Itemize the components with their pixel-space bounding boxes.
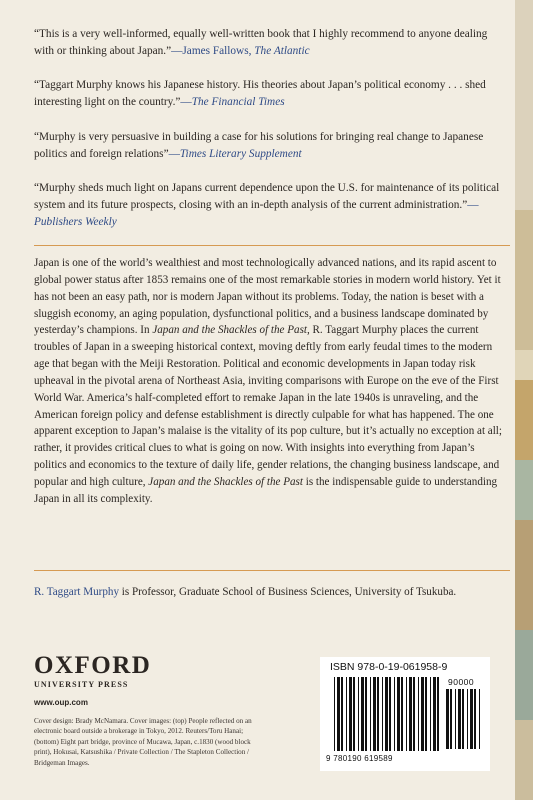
review-quote xyxy=(34,129,510,163)
barcode-bar xyxy=(474,689,476,749)
barcode-bar xyxy=(361,677,364,751)
review-source: —James Fallows, The Atlantic xyxy=(171,45,310,57)
author-bio xyxy=(34,584,510,601)
review-source: —Times Literary Supplement xyxy=(168,148,302,160)
art-band xyxy=(515,350,533,380)
cover-art-strip xyxy=(515,0,533,800)
barcode-bar xyxy=(418,677,419,751)
book-title-italic: Japan and the Shackles of the Past, xyxy=(152,324,310,337)
isbn-addon-number: 90000 xyxy=(448,677,475,687)
art-band xyxy=(515,380,533,460)
review-quote xyxy=(34,180,510,231)
review-quote xyxy=(34,26,510,60)
barcode-bar xyxy=(462,689,464,749)
barcode-bar xyxy=(437,677,439,751)
barcode-bar xyxy=(430,677,431,751)
barcode-bar xyxy=(382,677,383,751)
quote-text: “This is a very well-informed, equally well-written book that I highly recommend to anyone dealing with or thinking about Japan.” xyxy=(34,28,488,57)
barcode-bar xyxy=(421,677,424,751)
barcode-bar xyxy=(406,677,407,751)
review-source: —Publishers Weekly xyxy=(34,199,479,228)
publisher-subname: UNIVERSITY PRESS xyxy=(34,680,129,689)
book-title-italic: Japan and the Shackles of the Past xyxy=(148,475,303,488)
quote-text: “Murphy is very persuasive in building a case for his solutions for bringing real change to Japanese politics and foreign relations” xyxy=(34,131,484,160)
barcode-bar xyxy=(337,677,340,751)
art-band xyxy=(515,460,533,520)
barcode-bar xyxy=(455,689,456,749)
book-description: Japan is one of the world’s wealthiest and most technologically advanced nations, and its rapid ascent to global power status after 1853 remains one of the most remarkable stories in modern world history. Yet it has not been an easy path, nor is modern Japan without its problems. Today, the nation is beset with a sluggish economy, an aging population, dysfunctional politics, and a business landscape dominated by yesterday’s champions. In Japan and the Shackles of the Past, R. Taggart Murphy places the current troubles of Japan in a sweeping historical context, moving deftly from early feudal times to the modern age that began with the Meiji Restoration. Political and economic developments in Japan today risk upheaval in the pivotal arena of Northeast Asia, inviting comparisons with Europe on the eve of the First World War. America’s half-completed effort to remake Japan in the late 1940s is unraveling, and the American foreign policy and defense establishment is directly culpable for what has happened. The one apparent exception to Japan’s malaise is the vitality of its pop culture, but it’s actually no exception at all; rather, it provides critical clues to what is going on now. With insights into everything from Japan’s politics and economics to the texture of daily life, gender relations, the changing business landscape, and popular and high culture, Japan and the Shackles of the Past is the indispensable guide to understanding Japan in all its complexity. xyxy=(34,257,502,505)
cover-credit: Cover design: Brady McNamara. Cover images: (top) People reflected on an electronic board outside a brokerage in Tokyo, 2012. Reuters/Toru Hanai; (bottom) Eight part bridge, province of Mucawa, Japan, c.1830 (wood block print), Hokusai, Katsushika / Private Collection / The Stapleton Collection / Bridgeman Images. xyxy=(34,717,252,767)
barcode-bar xyxy=(377,677,379,751)
barcode-bar xyxy=(409,677,412,751)
barcode-bar xyxy=(385,677,388,751)
barcode-bar xyxy=(353,677,355,751)
barcode-bar xyxy=(394,677,395,751)
art-band xyxy=(515,210,533,350)
author-bio-text: is Professor, Graduate School of Business Sciences, University of Tsukuba. xyxy=(119,586,457,598)
barcode-bar xyxy=(467,689,468,749)
barcode-bar xyxy=(401,677,403,751)
publisher-name: OXFORD xyxy=(34,652,152,679)
barcode-bar xyxy=(373,677,376,751)
art-band xyxy=(515,630,533,720)
barcode-bar xyxy=(450,689,452,749)
review-quote xyxy=(34,77,510,111)
publisher-logo xyxy=(34,654,151,689)
barcode-bar xyxy=(349,677,352,751)
barcode-bar xyxy=(365,677,367,751)
barcode-bar xyxy=(370,677,371,751)
barcode-bar xyxy=(470,689,473,749)
barcode-bar xyxy=(446,689,449,749)
barcode-bar xyxy=(341,677,343,751)
barcode-bar xyxy=(479,689,480,749)
barcode-bar xyxy=(458,689,461,749)
art-band xyxy=(515,0,533,210)
divider-rule xyxy=(34,570,510,571)
art-band xyxy=(515,720,533,800)
barcode-digits: 9 780190 619589 xyxy=(326,754,393,763)
isbn-label: ISBN 978-0-19-061958-9 xyxy=(330,661,448,673)
isbn-barcode-panel xyxy=(320,657,490,771)
barcode-bar xyxy=(397,677,400,751)
review-source: —The Financial Times xyxy=(180,96,285,108)
divider-rule xyxy=(34,245,510,246)
barcode-bar xyxy=(433,677,436,751)
author-name: R. Taggart Murphy xyxy=(34,586,119,598)
quote-text: “Taggart Murphy knows his Japanese history. His theories about Japan’s political economy . . . shed interesting light on the country.” xyxy=(34,79,486,108)
art-band xyxy=(515,520,533,630)
barcode-bar xyxy=(413,677,415,751)
barcode-bar xyxy=(389,677,391,751)
barcode-bar xyxy=(334,677,335,751)
publisher-url: www.oup.com xyxy=(34,698,88,707)
barcode-bar xyxy=(346,677,347,751)
barcode-bar xyxy=(425,677,427,751)
barcode-bar xyxy=(358,677,359,751)
quote-text: “Murphy sheds much light on Japans current dependence upon the U.S. for maintenance of its political system and its future prospects, closing with an in-depth analysis of the current administration.” xyxy=(34,182,500,211)
